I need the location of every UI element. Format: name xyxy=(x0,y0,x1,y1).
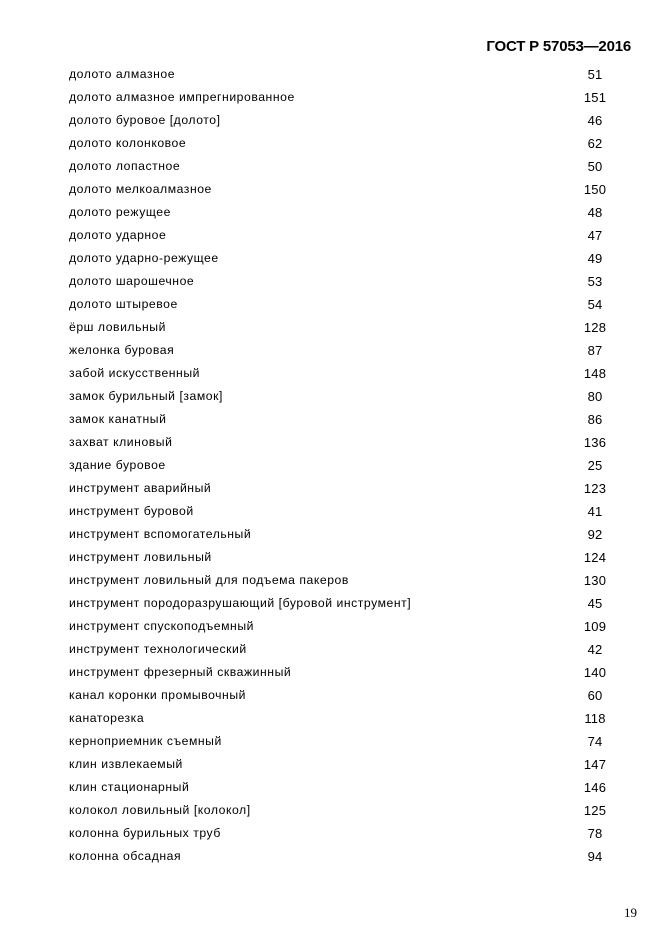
entry-page-ref: 54 xyxy=(587,297,603,312)
index-entry xyxy=(69,293,620,316)
index-entry xyxy=(69,109,620,132)
entry-page-ref: 146 xyxy=(583,780,607,795)
entry-page-ref: 124 xyxy=(583,550,607,565)
index-entry xyxy=(69,615,620,638)
entry-term: клин стационарный xyxy=(69,780,190,794)
entry-page-ref: 125 xyxy=(583,803,607,818)
entry-term: захват клиновый xyxy=(69,435,173,449)
index-entry xyxy=(69,362,620,385)
entry-page-ref: 46 xyxy=(587,113,603,128)
entry-page-ref: 25 xyxy=(587,458,603,473)
entry-page-ref: 41 xyxy=(587,504,603,519)
entry-page-ref: 92 xyxy=(587,527,603,542)
index-entry xyxy=(69,523,620,546)
entry-term: инструмент ловильный xyxy=(69,550,212,564)
entry-term: замок канатный xyxy=(69,412,167,426)
index-entry xyxy=(69,776,620,799)
entry-term: инструмент вспомогательный xyxy=(69,527,252,541)
index-entry xyxy=(69,638,620,661)
entry-term: долото лопастное xyxy=(69,159,181,173)
index-entry xyxy=(69,224,620,247)
entry-term: колонна бурильных труб xyxy=(69,826,221,840)
entry-term: клин извлекаемый xyxy=(69,757,183,771)
term-index-list xyxy=(69,63,620,868)
index-entry xyxy=(69,546,620,569)
index-entry xyxy=(69,661,620,684)
entry-page-ref: 128 xyxy=(583,320,607,335)
document-header: ГОСТ Р 57053—2016 xyxy=(486,38,631,55)
index-entry xyxy=(69,477,620,500)
entry-page-ref: 140 xyxy=(583,665,607,680)
entry-page-ref: 80 xyxy=(587,389,603,404)
index-entry xyxy=(69,569,620,592)
index-entry xyxy=(69,385,620,408)
index-entry xyxy=(69,684,620,707)
index-entry xyxy=(69,500,620,523)
entry-page-ref: 62 xyxy=(587,136,603,151)
entry-page-ref: 42 xyxy=(587,642,603,657)
entry-term: долото ударно-режущее xyxy=(69,251,219,265)
entry-page-ref: 78 xyxy=(587,826,603,841)
entry-term: инструмент спускоподъемный xyxy=(69,619,254,633)
index-entry xyxy=(69,799,620,822)
entry-page-ref: 45 xyxy=(587,596,603,611)
index-entry xyxy=(69,339,620,362)
entry-term: долото мелкоалмазное xyxy=(69,182,212,196)
index-entry xyxy=(69,822,620,845)
index-entry xyxy=(69,707,620,730)
entry-term: ёрш ловильный xyxy=(69,320,166,334)
entry-page-ref: 47 xyxy=(587,228,603,243)
entry-term: керноприемник съемный xyxy=(69,734,222,748)
entry-page-ref: 53 xyxy=(587,274,603,289)
index-entry xyxy=(69,431,620,454)
entry-term: долото буровое [долото] xyxy=(69,113,221,127)
entry-term: желонка буровая xyxy=(69,343,175,357)
entry-page-ref: 130 xyxy=(583,573,607,588)
entry-page-ref: 136 xyxy=(583,435,607,450)
entry-term: инструмент ловильный для подъема пакеров xyxy=(69,573,349,587)
entry-page-ref: 48 xyxy=(587,205,603,220)
entry-term: инструмент буровой xyxy=(69,504,194,518)
index-entry xyxy=(69,155,620,178)
entry-term: долото штыревое xyxy=(69,297,178,311)
entry-term: долото режущее xyxy=(69,205,171,219)
entry-page-ref: 147 xyxy=(583,757,607,772)
entry-page-ref: 150 xyxy=(583,182,607,197)
entry-term: долото алмазное импрегнированное xyxy=(69,90,295,104)
entry-page-ref: 94 xyxy=(587,849,603,864)
entry-term: инструмент породоразрушающий [буровой инструмент] xyxy=(69,596,412,610)
entry-page-ref: 60 xyxy=(587,688,603,703)
entry-term: инструмент аварийный xyxy=(69,481,212,495)
index-entry xyxy=(69,201,620,224)
index-entry xyxy=(69,316,620,339)
entry-page-ref: 109 xyxy=(583,619,607,634)
index-entry xyxy=(69,845,620,868)
entry-page-ref: 86 xyxy=(587,412,603,427)
entry-term: долото колонковое xyxy=(69,136,187,150)
entry-term: замок бурильный [замок] xyxy=(69,389,223,403)
entry-page-ref: 87 xyxy=(587,343,603,358)
entry-term: колонна обсадная xyxy=(69,849,182,863)
index-entry xyxy=(69,454,620,477)
entry-term: долото шарошечное xyxy=(69,274,195,288)
index-entry xyxy=(69,247,620,270)
entry-term: инструмент технологический xyxy=(69,642,247,656)
index-entry xyxy=(69,753,620,776)
entry-term: канал коронки промывочный xyxy=(69,688,246,702)
entry-page-ref: 50 xyxy=(587,159,603,174)
entry-term: здание буровое xyxy=(69,458,166,472)
entry-term: инструмент фрезерный скважинный xyxy=(69,665,292,679)
page-number: 19 xyxy=(624,905,637,920)
index-entry xyxy=(69,592,620,615)
entry-term: колокол ловильный [колокол] xyxy=(69,803,251,817)
entry-page-ref: 148 xyxy=(583,366,607,381)
entry-page-ref: 51 xyxy=(587,67,603,82)
entry-term: забой искусственный xyxy=(69,366,201,380)
index-entry xyxy=(69,408,620,431)
entry-term: долото ударное xyxy=(69,228,167,242)
index-entry xyxy=(69,63,620,86)
entry-term: канаторезка xyxy=(69,711,145,725)
entry-page-ref: 74 xyxy=(587,734,603,749)
entry-page-ref: 123 xyxy=(583,481,607,496)
entry-page-ref: 151 xyxy=(583,90,607,105)
index-entry xyxy=(69,730,620,753)
entry-page-ref: 118 xyxy=(584,711,606,726)
index-entry xyxy=(69,86,620,109)
entry-page-ref: 49 xyxy=(587,251,603,266)
index-entry xyxy=(69,132,620,155)
index-entry xyxy=(69,178,620,201)
index-entry xyxy=(69,270,620,293)
entry-term: долото алмазное xyxy=(69,67,176,81)
